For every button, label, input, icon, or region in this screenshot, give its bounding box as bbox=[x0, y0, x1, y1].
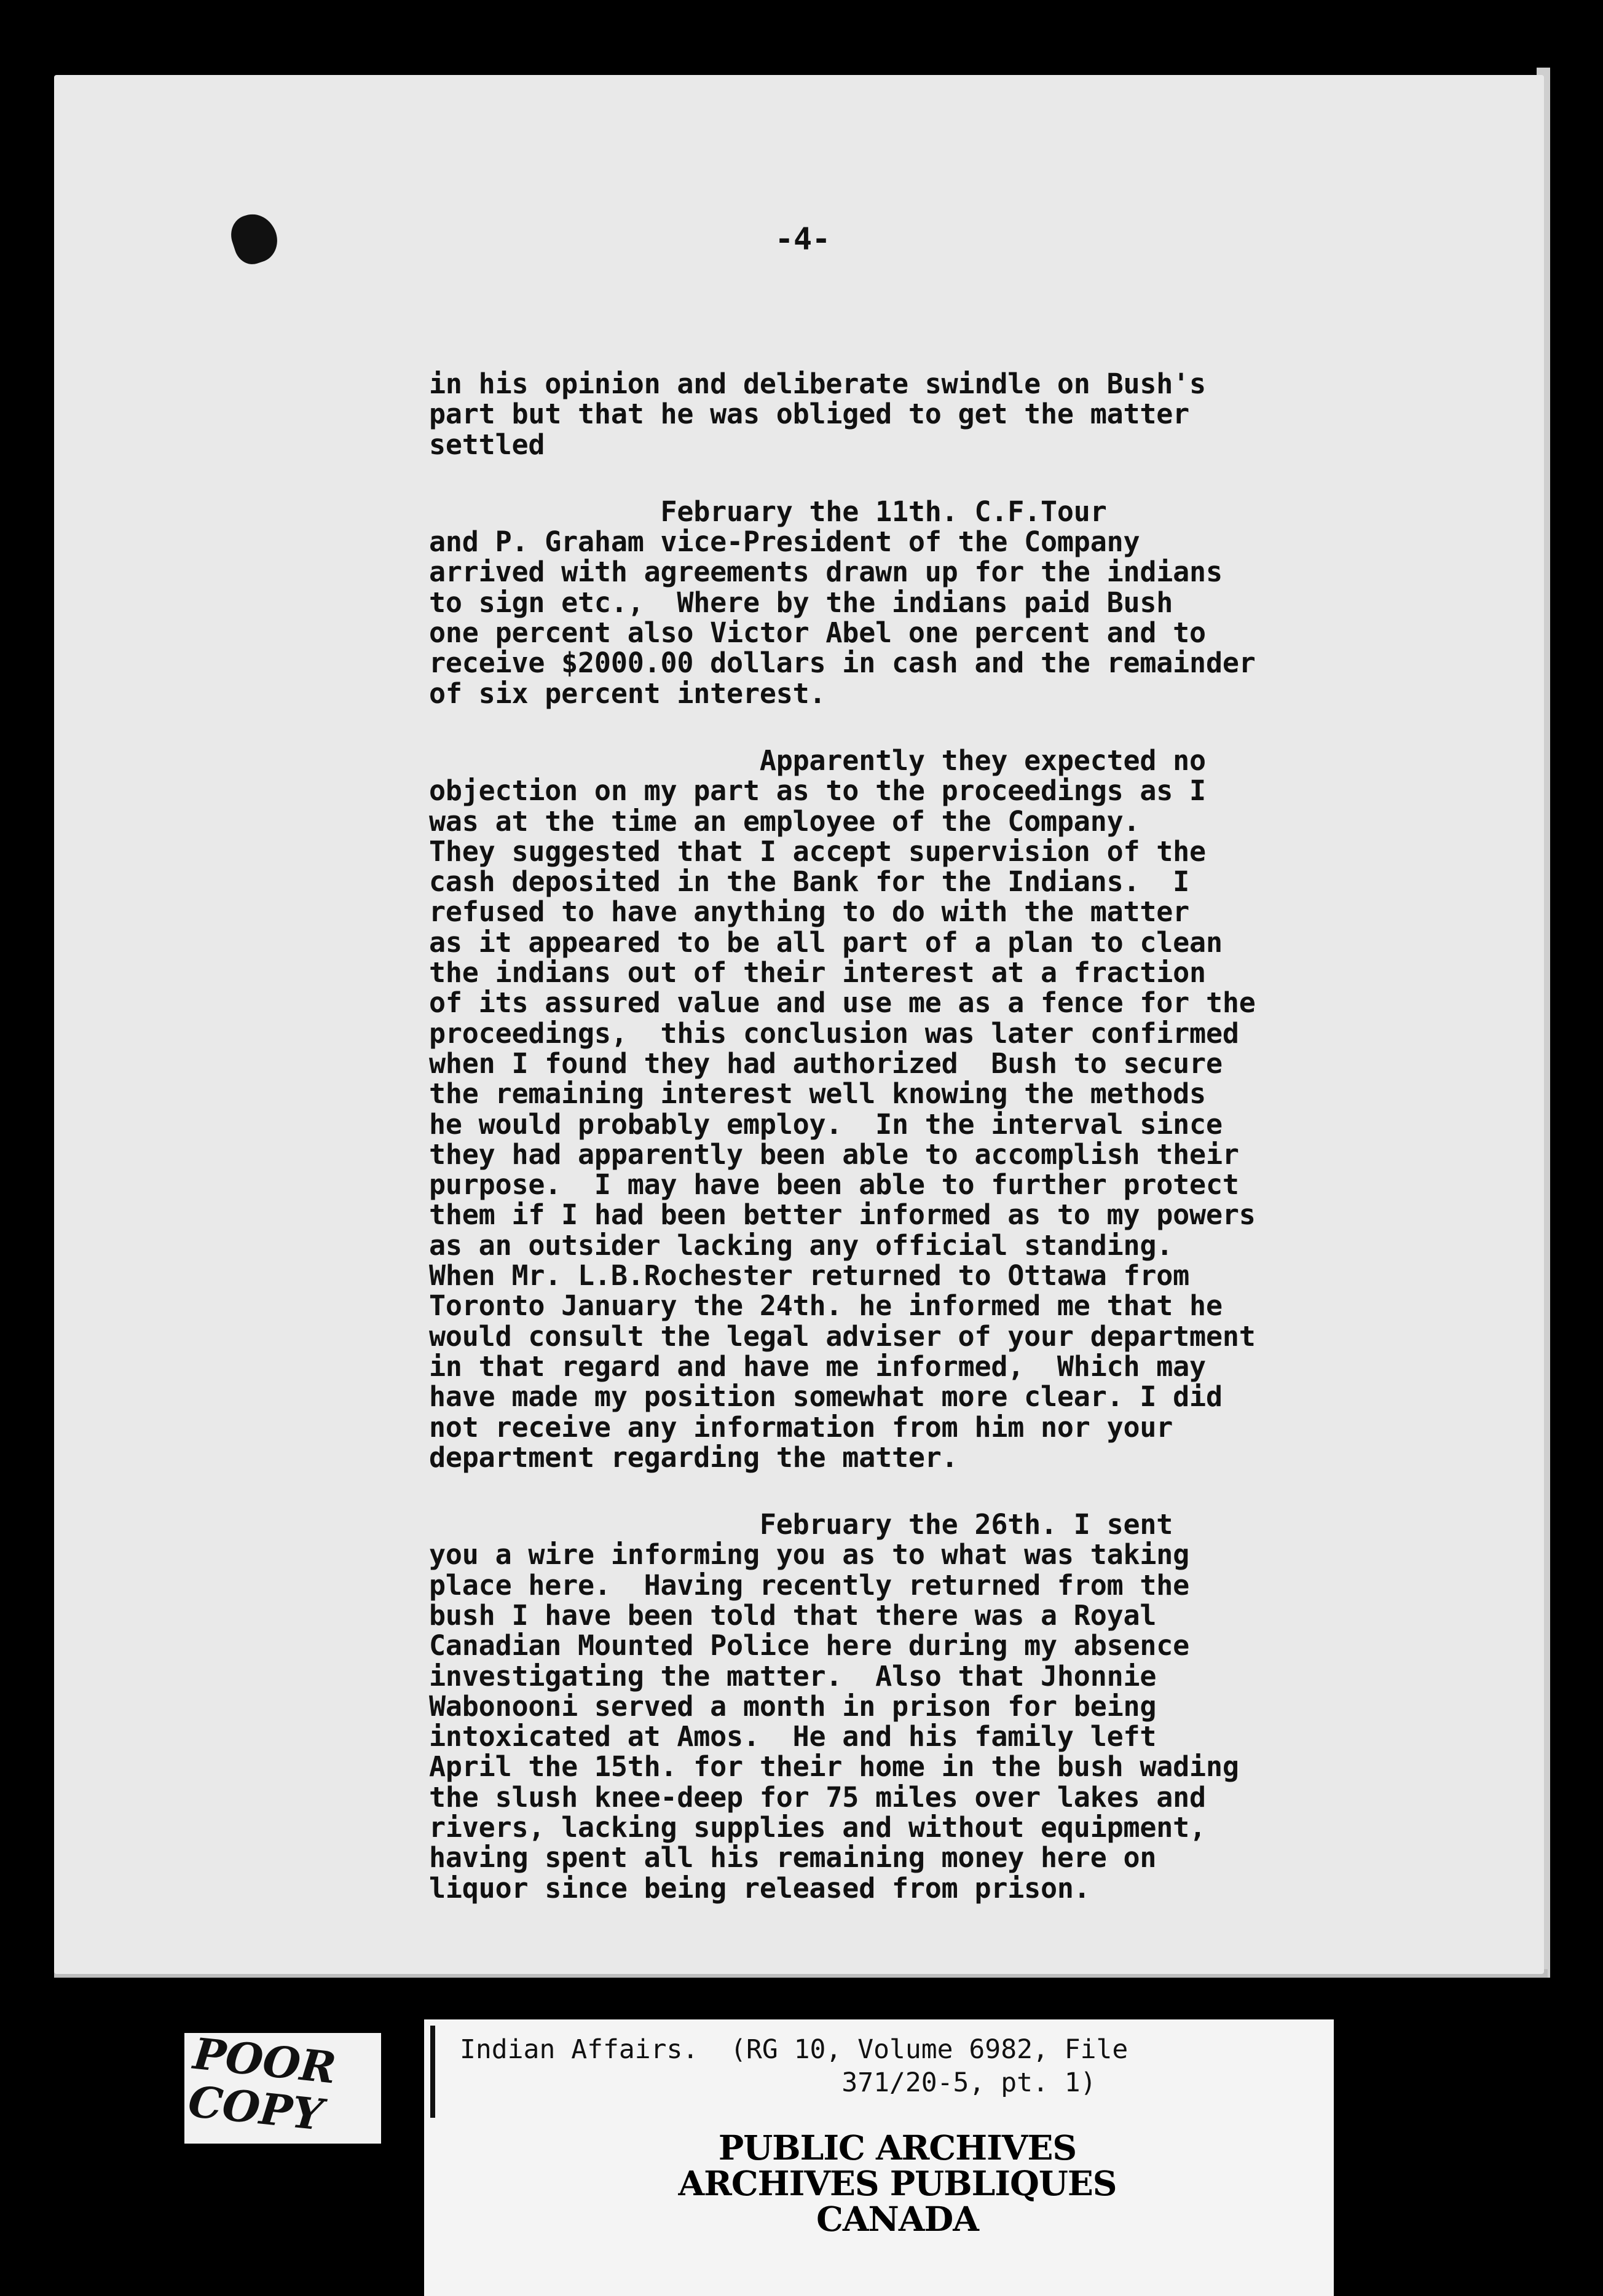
text-line: They suggested that I accept supervision of the bbox=[429, 835, 1206, 868]
text-line: settled bbox=[429, 428, 545, 461]
citation-line-2: 371/20-5, pt. 1) bbox=[460, 2067, 1097, 2098]
archival-citation bbox=[460, 2033, 1308, 2099]
text-line: cash deposited in the Bank for the Indians. I bbox=[429, 865, 1190, 898]
archives-line-french: ARCHIVES PUBLIQUES bbox=[678, 2163, 1117, 2203]
text-line: intoxicated at Amos. He and his family left bbox=[429, 1720, 1157, 1753]
text-line: investigating the matter. Also that Jhonnie bbox=[429, 1659, 1157, 1693]
text-line: Canadian Mounted Police here during my absence bbox=[429, 1629, 1190, 1662]
text-line: April the 15th. for their home in the bush wading bbox=[429, 1750, 1239, 1783]
text-line: department regarding the matter. bbox=[429, 1441, 958, 1474]
text-line: objection on my part as to the proceedings as I bbox=[429, 774, 1206, 808]
text-line: them if I had been better informed as to my powers bbox=[429, 1198, 1256, 1232]
text-line: as it appeared to be all part of a plan to clean bbox=[429, 926, 1223, 959]
text-line: the indians out of their interest at a fraction bbox=[429, 956, 1206, 989]
text-line: in that regard and have me informed, Which may bbox=[429, 1350, 1206, 1383]
citation-line-1: Indian Affairs. (RG 10, Volume 6982, File bbox=[460, 2034, 1128, 2065]
text-line: of six percent interest. bbox=[429, 677, 826, 710]
text-line: Toronto January the 24th. he informed me that he bbox=[429, 1289, 1223, 1323]
text-line: they had apparently been able to accomplish their bbox=[429, 1138, 1239, 1171]
archives-line-country: CANADA bbox=[816, 2199, 979, 2239]
page-number: -4- bbox=[774, 221, 831, 257]
text-line: Wabonooni served a month in prison for being bbox=[429, 1689, 1157, 1723]
text-line: bush I have been told that there was a Royal bbox=[429, 1598, 1157, 1632]
label-divider bbox=[430, 2026, 435, 2118]
paragraph-gap bbox=[429, 1472, 1351, 1509]
text-line: as an outsider lacking any official standing. bbox=[429, 1229, 1173, 1262]
text-line: and P. Graham vice-President of the Company bbox=[429, 525, 1140, 559]
text-line: arrived with agreements drawn up for the indians bbox=[429, 556, 1223, 589]
text-line: the slush knee-deep for 75 miles over lakes and bbox=[429, 1780, 1206, 1814]
text-line: to sign etc., Where by the indians paid Bush bbox=[429, 586, 1173, 619]
text-line: purpose. I may have been able to further protect bbox=[429, 1168, 1239, 1201]
archives-stamp bbox=[590, 2130, 1205, 2237]
text-line: not receive any information from him nor your bbox=[429, 1410, 1173, 1444]
text-line: February the 11th. C.F.Tour bbox=[429, 495, 1107, 528]
paragraph-gap bbox=[429, 709, 1351, 745]
archives-line-english: PUBLIC ARCHIVES bbox=[718, 2128, 1077, 2168]
text-line: was at the time an employee of the Company. bbox=[429, 804, 1140, 838]
text-line: refused to have anything to do with the matter bbox=[429, 895, 1190, 929]
text-line: having spent all his remaining money here on bbox=[429, 1841, 1157, 1874]
text-line: in his opinion and deliberate swindle on Bush's bbox=[429, 368, 1206, 400]
text-line: of its assured value and use me as a fence for the bbox=[429, 986, 1256, 1020]
text-line: he would probably employ. In the interval since bbox=[429, 1107, 1223, 1141]
text-line: when I found they had authorized Bush to secure bbox=[429, 1047, 1223, 1080]
poor-copy-text: POOR COPY bbox=[186, 2027, 339, 2141]
text-line: rivers, lacking supplies and without equipment, bbox=[429, 1811, 1206, 1844]
text-line: you a wire informing you as to what was taking bbox=[429, 1538, 1190, 1571]
text-line: one percent also Victor Abel one percent and to bbox=[429, 616, 1206, 650]
text-line: proceedings, this conclusion was later confirmed bbox=[429, 1016, 1239, 1050]
text-line: When Mr. L.B.Rochester returned to Ottawa from bbox=[429, 1259, 1190, 1292]
text-line: would consult the legal adviser of your department bbox=[429, 1319, 1256, 1353]
text-line: receive $2000.00 dollars in cash and the remainder bbox=[429, 647, 1256, 680]
text-line: place here. Having recently returned from the bbox=[429, 1568, 1190, 1602]
text-line: the remaining interest well knowing the methods bbox=[429, 1077, 1206, 1111]
paragraph-gap bbox=[429, 460, 1351, 497]
text-line: February the 26th. I sent bbox=[429, 1508, 1173, 1541]
text-line: part but that he was obliged to get the matter bbox=[429, 398, 1190, 431]
text-line: Apparently they expected no bbox=[429, 744, 1206, 777]
text-line: have made my position somewhat more clear. I did bbox=[429, 1380, 1223, 1413]
text-line: liquor since being released from prison. bbox=[429, 1871, 1090, 1905]
letter-body bbox=[429, 369, 1351, 1903]
